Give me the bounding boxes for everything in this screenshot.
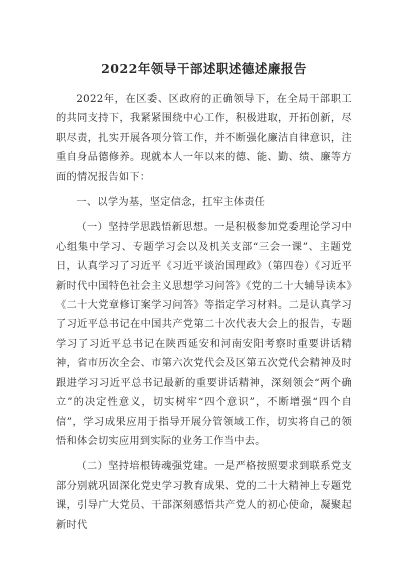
subsection-paragraph-1: （一）坚持学思践悟新思想。一是积极参加党委理论学习中心组集中学习、专题学习会以及机关支部“三会一课”、主题党日，认真学习了习近平《习近平谈治国理政》（第四卷）《习近平新时代中国特色社会主义思想学习问答》《党的二十大辅导读本》《二十大党章修订案学习问答》等指定学习材料。二是认真学习了习近平总书记在中国共产党第二十次代表大会上的报告，专题学习了习近平总书记在陕西延安和河南安阳考察时重要讲话精神，省市历次全会、市第六次党代会及区第五次党代会精神及时跟进学习习近平总书记最新的重要讲话精神，深刻领会“两个确立”的决定性意义，切实树牢“四个意识”，不断增强“四个自信”，学习成果应用于指导开展分管领域工作，切实将自己的领悟和体会切实应用到实际的业务工作当中去。 (56, 222, 352, 447)
document-title: 2022年领导干部述职述德述廉报告 (101, 61, 307, 76)
subsection-paragraph-2: （二）坚持培根铸魂强党建。一是严格按照要求到联系党支部分别就巩固深化党史学习教育成果、党的二十大精神上专题党课，引导广大党员、干部深刻感悟共产党人的初心使命，凝聚起新时代 (56, 461, 352, 531)
section-heading: 一、以学为基，坚定信念，扛牢主体责任 (76, 197, 266, 209)
intro-paragraph: 2022年，在区委、区政府的正确领导下，在全局干部职工的共同支持下，我紧紧围绕中心工作，积极进取，开拓创新，尽职尽责，扎实开展各项分管工作，并不断强化廉洁自律意识，注重自身品德修养。现就本人一年以来的德、能、勤、绩、廉等方面的情况报告如下： (56, 94, 352, 183)
